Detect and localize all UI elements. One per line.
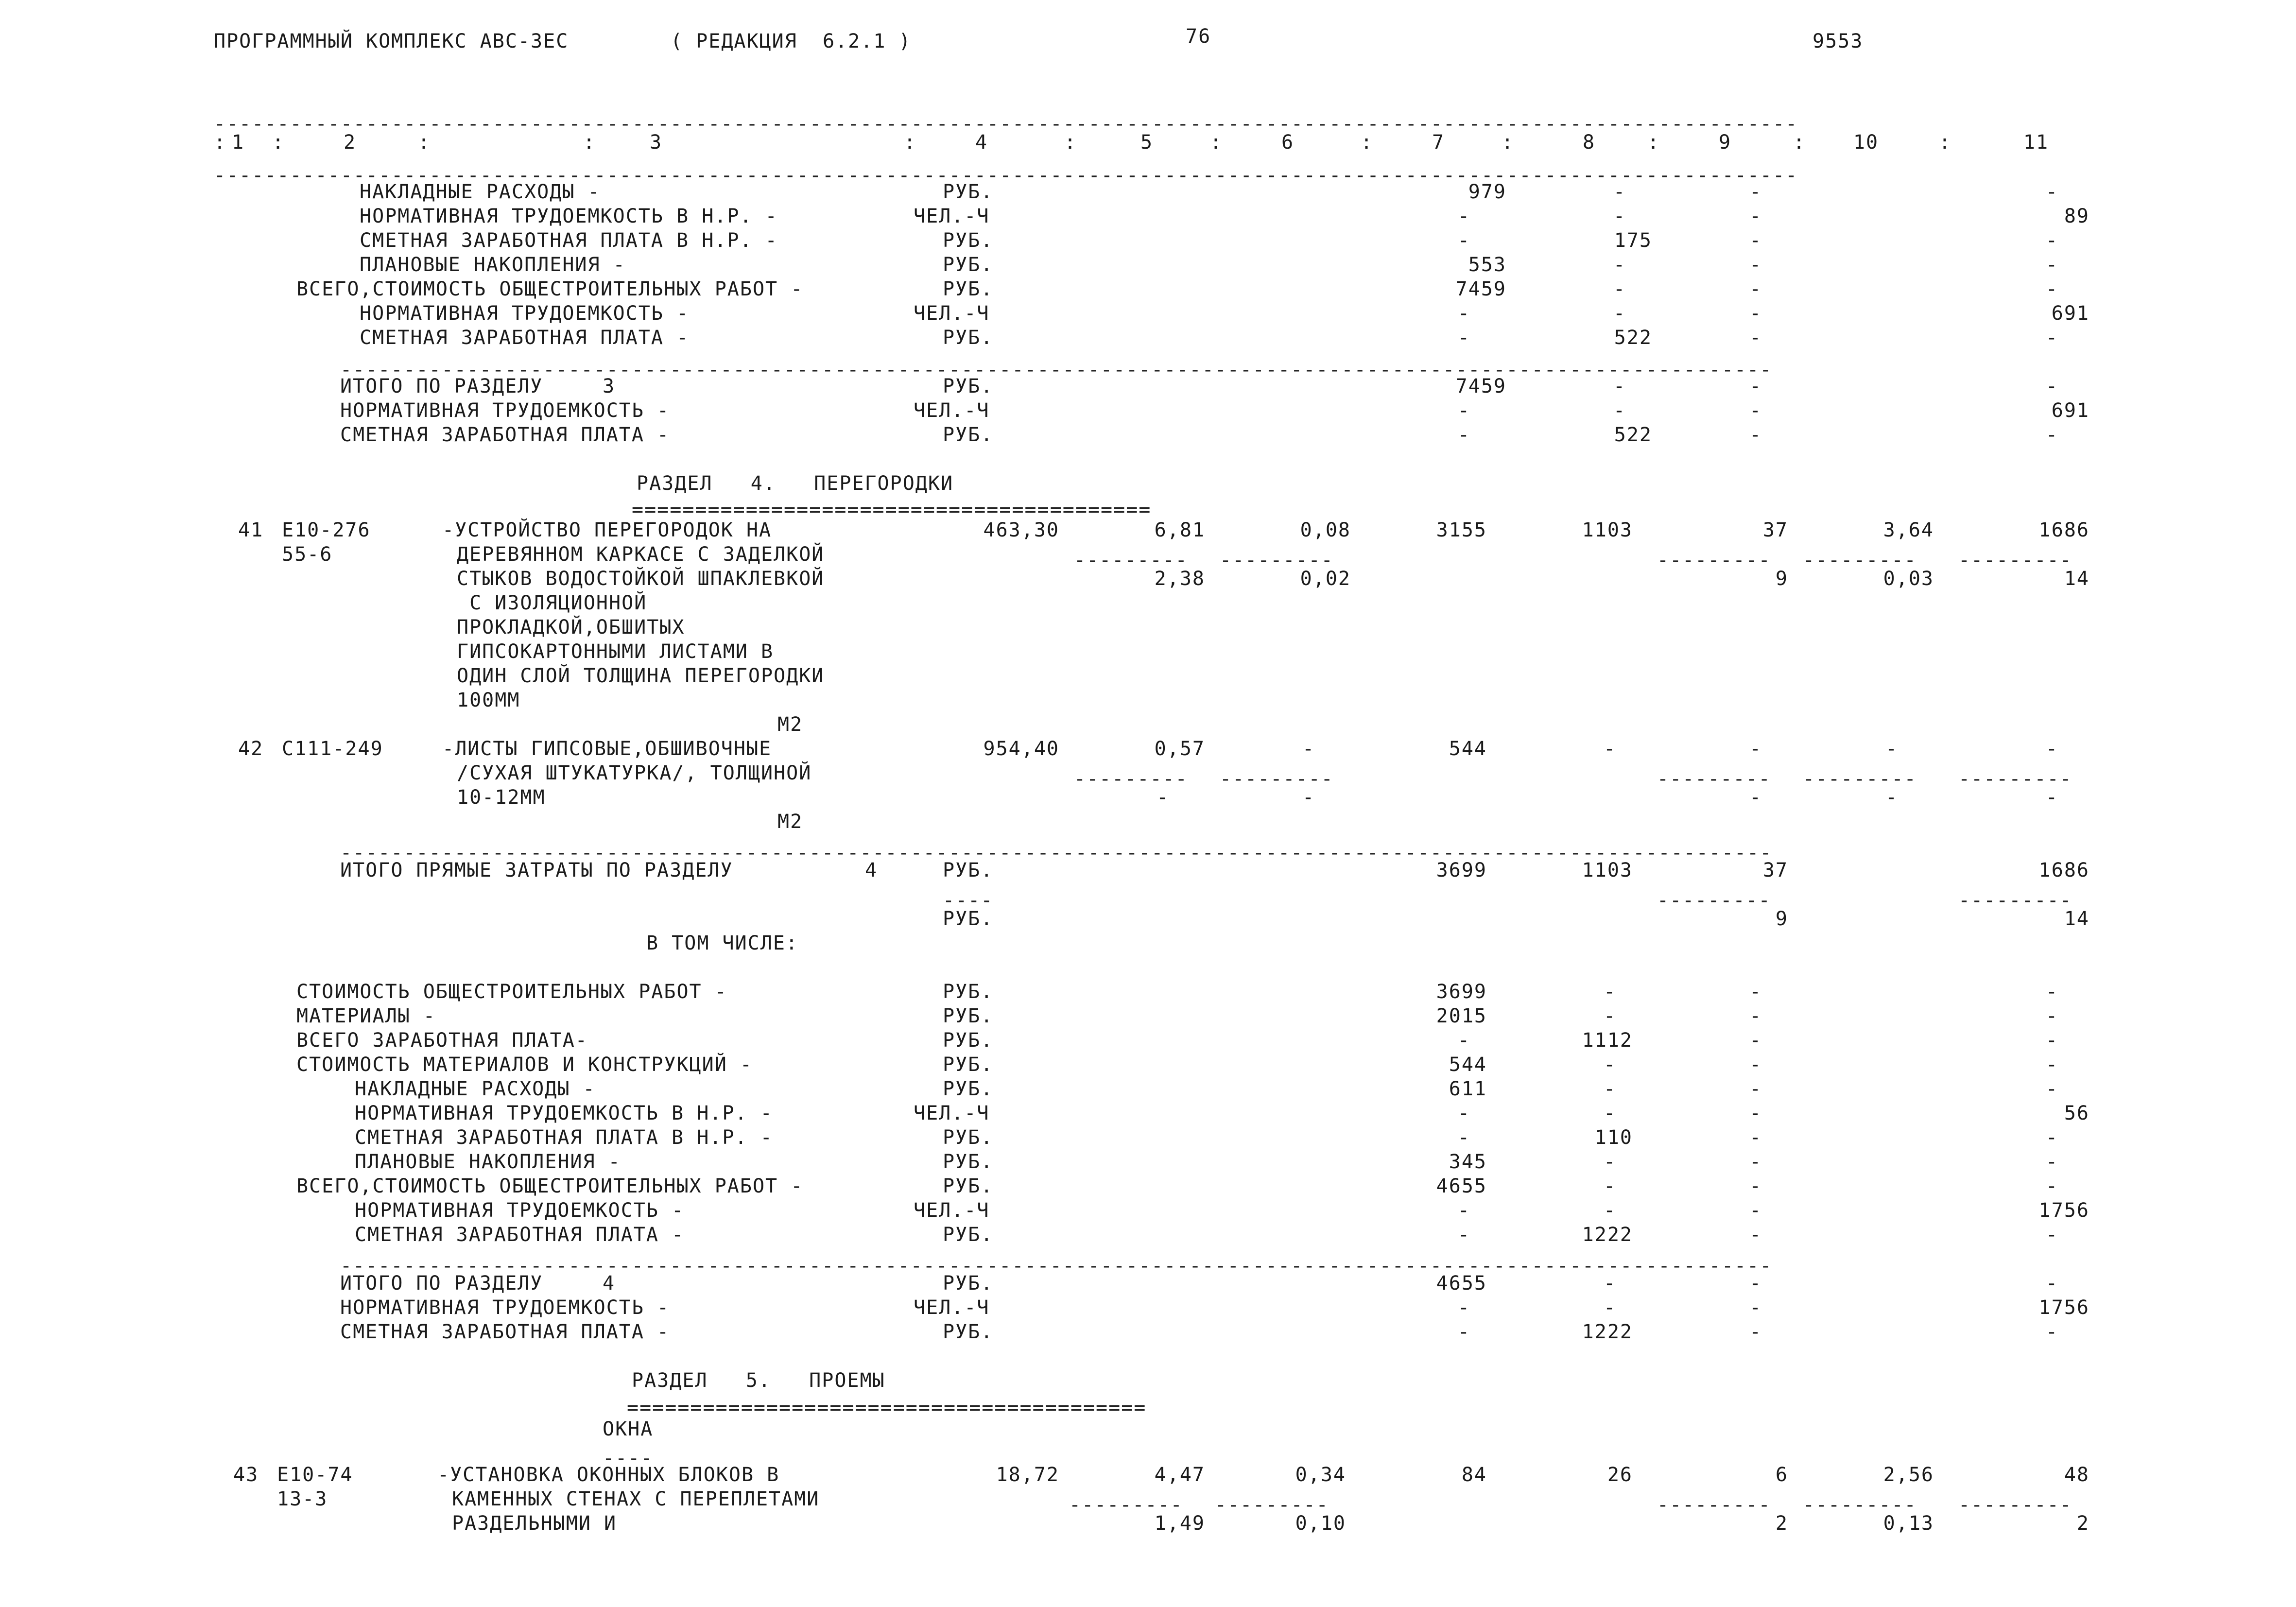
- s4-materials-c7: 2015: [1436, 1005, 1487, 1027]
- s3-wage-np-c8: 175: [1614, 229, 1652, 252]
- item-43-c6: 0,34: [1295, 1464, 1346, 1486]
- nil: -: [1458, 1126, 1471, 1149]
- item-41-desc: ОДИН СЛОЙ ТОЛЩИНА ПЕРЕГОРОДКИ: [457, 665, 825, 687]
- s4-cost-general-label: СТОИМОСТЬ ОБЩЕСТРОИТЕЛЬНЫХ РАБОТ -: [296, 981, 727, 1003]
- nil: -: [1302, 786, 1315, 809]
- rule: ----: [943, 889, 994, 912]
- nil: -: [1157, 786, 1170, 809]
- item-41-c5b: 2,38: [1154, 568, 1205, 590]
- rule: ---------: [1657, 1494, 1771, 1516]
- nil: -: [2046, 786, 2059, 809]
- unit: РУБ.: [943, 1078, 994, 1100]
- unit: РУБ.: [943, 859, 994, 881]
- item-41-code2: 55-6: [282, 543, 333, 566]
- item-41-desc: ДЕРЕВЯННОМ КАРКАСЕ С ЗАДЕЛКОЙ: [457, 543, 825, 566]
- s4-total-general-c7: 4655: [1436, 1175, 1487, 1197]
- rule: ---------: [1074, 549, 1188, 571]
- col-header-8: 8: [1582, 131, 1596, 154]
- item-43-c7: 84: [1461, 1464, 1487, 1486]
- rule: ---------: [1074, 768, 1188, 790]
- page-number: 76: [1186, 25, 1211, 48]
- nil: -: [2046, 1126, 2059, 1149]
- nil: -: [1749, 1126, 1762, 1149]
- nil: -: [2046, 254, 2059, 276]
- s4-itogo-label: ИТОГО ПО РАЗДЕЛУ: [340, 1272, 543, 1295]
- program-title: ПРОГРАММНЫЙ КОМПЛЕКС АВС-ЗЕС: [214, 30, 569, 52]
- item-41-num: 41: [238, 519, 264, 541]
- unit: ЧЕЛ.-Ч: [914, 1199, 990, 1222]
- nil: -: [1604, 1054, 1617, 1076]
- nil: -: [1749, 1102, 1762, 1124]
- nil: -: [1749, 1296, 1762, 1319]
- s4-itogo-wage-c8: 1222: [1582, 1321, 1633, 1343]
- item-42-c4: 954,40: [983, 738, 1059, 760]
- nil: -: [2046, 1224, 2059, 1246]
- col-sep-3: :: [904, 131, 917, 154]
- item-41-c9b: 9: [1775, 568, 1788, 590]
- item-41-c6: 0,08: [1300, 519, 1351, 541]
- item-41-c6b: 0,02: [1300, 568, 1351, 590]
- item-42-c7: 544: [1449, 738, 1487, 760]
- nil: -: [1749, 181, 1762, 203]
- rule: ---------: [1958, 1494, 2072, 1516]
- s4-itogo-labor-c11: 1756: [2038, 1296, 2089, 1319]
- unit: ЧЕЛ.-Ч: [914, 302, 990, 325]
- rule: ---------: [1220, 768, 1334, 790]
- s4-itogo-c7: 4655: [1436, 1272, 1487, 1295]
- item-41-desc: 100ММ: [457, 689, 520, 711]
- item-41-desc: СТЫКОВ ВОДОСТОЙКОЙ ШПАКЛЕВКОЙ: [457, 568, 825, 590]
- nil: -: [1749, 254, 1762, 276]
- s3-overhead-label: НАКЛАДНЫЕ РАСХОДЫ -: [360, 181, 601, 203]
- unit: ЧЕЛ.-Ч: [914, 399, 990, 422]
- nil: -: [1749, 1224, 1762, 1246]
- col-header-10: 10: [1853, 131, 1879, 154]
- nil: -: [1749, 981, 1762, 1003]
- s4-cost-general-c7: 3699: [1436, 981, 1487, 1003]
- unit: РУБ.: [943, 1005, 994, 1027]
- nil: -: [1613, 181, 1626, 203]
- unit: РУБ.: [943, 229, 994, 252]
- nil: -: [1749, 1029, 1762, 1052]
- unit: РУБ.: [943, 1054, 994, 1076]
- s4-including-label: В ТОМ ЧИСЛЕ:: [646, 932, 798, 954]
- nil: -: [1613, 375, 1626, 397]
- nil: -: [1749, 738, 1762, 760]
- item-43-c10b: 0,13: [1883, 1512, 1934, 1535]
- col-header-9: 9: [1718, 131, 1732, 154]
- s4-norm-labor-np-c11: 56: [2064, 1102, 2089, 1124]
- item-41-c9: 37: [1762, 519, 1788, 541]
- col-sep-6: :: [1361, 131, 1374, 154]
- document-number: 9553: [1813, 30, 1864, 52]
- nil: -: [1604, 1175, 1617, 1197]
- s3-itogo-wage-c8: 522: [1614, 424, 1652, 446]
- section-5-title: РАЗДЕЛ 5. ПРОЕМЫ: [632, 1369, 885, 1392]
- s4-wage-label: СМЕТНАЯ ЗАРАБОТНАЯ ПЛАТА -: [355, 1224, 685, 1246]
- nil: -: [1458, 229, 1471, 252]
- nil: -: [1458, 1102, 1471, 1124]
- nil: -: [1604, 1078, 1617, 1100]
- rule: -----------------------------------------------------------------------------------------------------------------: [340, 1255, 1773, 1277]
- rule: ---------: [1220, 549, 1334, 571]
- item-41-c10b: 0,03: [1883, 568, 1934, 590]
- rule: ---------: [1069, 1494, 1183, 1516]
- nil: -: [1749, 1321, 1762, 1343]
- unit: ЧЕЛ.-Ч: [914, 1102, 990, 1124]
- nil: -: [2046, 1029, 2059, 1052]
- s3-planned-label: ПЛАНОВЫЕ НАКОПЛЕНИЯ -: [360, 254, 626, 276]
- nil: -: [1302, 738, 1315, 760]
- rule: ---------: [1958, 768, 2072, 790]
- nil: -: [1458, 1199, 1471, 1222]
- nil: -: [2046, 738, 2059, 760]
- s4-materials-label: МАТЕРИАЛЫ -: [296, 1005, 436, 1027]
- s4-total-general-label: ВСЕГО,СТОИМОСТЬ ОБЩЕСТРОИТЕЛЬНЫХ РАБОТ -: [296, 1175, 804, 1197]
- item-43-c5: 4,47: [1154, 1464, 1205, 1486]
- item-42-unit: М2: [777, 811, 803, 833]
- item-43-code2: 13-3: [277, 1488, 328, 1510]
- nil: -: [2046, 375, 2059, 397]
- col-header-11: 11: [2023, 131, 2049, 154]
- col-sep: :: [583, 131, 596, 154]
- unit: РУБ.: [943, 981, 994, 1003]
- nil: -: [1604, 1151, 1617, 1173]
- s4-wage-c8: 1222: [1582, 1224, 1633, 1246]
- rule: ---------: [1803, 549, 1917, 571]
- rule: ---------: [1803, 1494, 1917, 1516]
- nil: -: [1749, 1005, 1762, 1027]
- item-41-code: Е10-276: [282, 519, 371, 541]
- item-41-desc: ПРОКЛАДКОЙ,ОБШИТЫХ: [457, 616, 685, 639]
- nil: -: [1749, 205, 1762, 227]
- rule: ---------: [1657, 889, 1771, 912]
- s4-direct-c8: 1103: [1582, 859, 1633, 881]
- item-42-c5: 0,57: [1154, 738, 1205, 760]
- item-43-c6b: 0,10: [1295, 1512, 1346, 1535]
- nil: -: [2046, 278, 2059, 300]
- nil: -: [1604, 1296, 1617, 1319]
- header-top-rule: -----------------------------------------------------------------------------------------------------------------------------: [214, 113, 1798, 135]
- nil: -: [1613, 254, 1626, 276]
- col-header-7: 7: [1432, 131, 1445, 154]
- nil: -: [1749, 302, 1762, 325]
- nil: -: [1749, 1054, 1762, 1076]
- col-sep-8: :: [1647, 131, 1660, 154]
- s4-direct-c9: 37: [1762, 859, 1788, 881]
- edition-label: ( РЕДАКЦИЯ 6.2.1 ): [671, 30, 912, 52]
- section-5-subtitle: ОКНА: [603, 1418, 654, 1440]
- nil: -: [2046, 981, 2059, 1003]
- nil: -: [2046, 1321, 2059, 1343]
- unit: РУБ.: [943, 327, 994, 349]
- unit: ЧЕЛ.-Ч: [914, 205, 990, 227]
- nil: -: [2046, 1005, 2059, 1027]
- s3-itogo-wage-label: СМЕТНАЯ ЗАРАБОТНАЯ ПЛАТА -: [340, 424, 670, 446]
- nil: -: [1749, 1078, 1762, 1100]
- s3-norm-labor-label: НОРМАТИВНАЯ ТРУДОЕМКОСТЬ -: [360, 302, 690, 325]
- s3-itogo-num: 3: [603, 375, 616, 397]
- s4-wage-total-c8: 1112: [1582, 1029, 1633, 1052]
- item-43-c11: 48: [2064, 1464, 2089, 1486]
- rule: ---------: [1958, 549, 2072, 571]
- s4-direct-c9b: 9: [1775, 908, 1788, 930]
- s4-planned-label: ПЛАНОВЫЕ НАКОПЛЕНИЯ -: [355, 1151, 621, 1173]
- unit: РУБ.: [943, 1224, 994, 1246]
- nil: -: [1749, 327, 1762, 349]
- unit: РУБ.: [943, 424, 994, 446]
- nil: -: [2046, 229, 2059, 252]
- nil: -: [2046, 1175, 2059, 1197]
- col-sep: :: [214, 131, 227, 154]
- s4-direct-num: 4: [865, 859, 878, 881]
- unit: РУБ.: [943, 1126, 994, 1149]
- col-sep-5: :: [1210, 131, 1223, 154]
- s4-mat-constr-c7: 544: [1449, 1054, 1487, 1076]
- s3-norm-labor-np-label: НОРМАТИВНАЯ ТРУДОЕМКОСТЬ В Н.Р. -: [360, 205, 778, 227]
- s4-norm-labor-label: НОРМАТИВНАЯ ТРУДОЕМКОСТЬ -: [355, 1199, 685, 1222]
- s4-direct-costs-label: ИТОГО ПРЯМЫЕ ЗАТРАТЫ ПО РАЗДЕЛУ: [340, 859, 733, 881]
- s4-direct-c7: 3699: [1436, 859, 1487, 881]
- s4-planned-c7: 345: [1449, 1151, 1487, 1173]
- s3-wage-label: СМЕТНАЯ ЗАРАБОТНАЯ ПЛАТА -: [360, 327, 690, 349]
- item-43-c5b: 1,49: [1154, 1512, 1205, 1535]
- item-42-num: 42: [238, 738, 264, 760]
- item-41-desc: -УСТРОЙСТВО ПЕРЕГОРОДОК НА: [442, 519, 772, 541]
- item-43-code: Е10-74: [277, 1464, 353, 1486]
- nil: -: [2046, 424, 2059, 446]
- section-4-title: РАЗДЕЛ 4. ПЕРЕГОРОДКИ: [637, 472, 954, 495]
- s3-overhead-c7: 979: [1468, 181, 1506, 203]
- item-43-c9: 6: [1775, 1464, 1788, 1486]
- nil: -: [1458, 1029, 1471, 1052]
- item-41-desc: ГИПСОКАРТОННЫМИ ЛИСТАМИ В: [457, 640, 774, 663]
- item-43-desc: -УСТАНОВКА ОКОННЫХ БЛОКОВ В: [437, 1464, 780, 1486]
- nil: -: [1613, 302, 1626, 325]
- nil: -: [1613, 205, 1626, 227]
- header-bottom-rule: -----------------------------------------------------------------------------------------------------------------------------: [214, 164, 1798, 187]
- col-sep-4: :: [1064, 131, 1077, 154]
- item-41-c11b: 14: [2064, 568, 2089, 590]
- title-underline: =========================================: [632, 499, 1152, 521]
- s4-itogo-labor-label: НОРМАТИВНАЯ ТРУДОЕМКОСТЬ -: [340, 1296, 670, 1319]
- item-41-unit: М2: [777, 713, 803, 736]
- s4-norm-labor-c11: 1756: [2038, 1199, 2089, 1222]
- title-underline: =========================================: [627, 1397, 1147, 1419]
- col-header-1: 1: [231, 131, 245, 154]
- rule: ----: [603, 1447, 654, 1469]
- s3-wage-np-label: СМЕТНАЯ ЗАРАБОТНАЯ ПЛАТА В Н.Р. -: [360, 229, 778, 252]
- nil: -: [1613, 399, 1626, 422]
- s3-planned-c7: 553: [1468, 254, 1506, 276]
- item-43-c4: 18,72: [996, 1464, 1059, 1486]
- item-41-c4: 463,30: [983, 519, 1059, 541]
- unit: РУБ.: [943, 1029, 994, 1052]
- nil: -: [1458, 399, 1471, 422]
- nil: -: [2046, 1078, 2059, 1100]
- item-41-c5: 6,81: [1154, 519, 1205, 541]
- s4-overhead-c7: 611: [1449, 1078, 1487, 1100]
- col-header-2: 2: [343, 131, 357, 154]
- col-header-5: 5: [1140, 131, 1154, 154]
- unit: ЧЕЛ.-Ч: [914, 1296, 990, 1319]
- s3-norm-labor-np-c11: 89: [2064, 205, 2089, 227]
- col-header-4: 4: [975, 131, 988, 154]
- s4-overhead-label: НАКЛАДНЫЕ РАСХОДЫ -: [355, 1078, 596, 1100]
- item-41-c8: 1103: [1582, 519, 1633, 541]
- nil: -: [1458, 327, 1471, 349]
- item-42-code: С111-249: [282, 738, 383, 760]
- nil: -: [1604, 1005, 1617, 1027]
- item-43-c8: 26: [1607, 1464, 1633, 1486]
- rule: ---------: [1215, 1494, 1329, 1516]
- nil: -: [1458, 424, 1471, 446]
- nil: -: [1458, 1224, 1471, 1246]
- s3-itogo-label: ИТОГО ПО РАЗДЕЛУ: [340, 375, 543, 397]
- s4-itogo-num: 4: [603, 1272, 616, 1295]
- item-42-desc: /СУХАЯ ШТУКАТУРКА/, ТОЛЩИНОЙ: [457, 762, 812, 784]
- s3-total-general-label: ВСЕГО,СТОИМОСТЬ ОБЩЕСТРОИТЕЛЬНЫХ РАБОТ -: [296, 278, 804, 300]
- unit: РУБ.: [943, 278, 994, 300]
- nil: -: [1885, 738, 1899, 760]
- unit: РУБ.: [943, 1151, 994, 1173]
- nil: -: [1749, 424, 1762, 446]
- s4-wage-np-c8: 110: [1594, 1126, 1633, 1149]
- s4-itogo-wage-label: СМЕТНАЯ ЗАРАБОТНАЯ ПЛАТА -: [340, 1321, 670, 1343]
- nil: -: [1749, 1272, 1762, 1295]
- item-42-desc: 10-12ММ: [457, 786, 546, 809]
- item-42-desc: -ЛИСТЫ ГИПСОВЫЕ,ОБШИВОЧНЫЕ: [442, 738, 772, 760]
- nil: -: [1604, 981, 1617, 1003]
- s3-total-general-c7: 7459: [1455, 278, 1506, 300]
- item-41-c11: 1686: [2038, 519, 2089, 541]
- nil: -: [1749, 399, 1762, 422]
- nil: -: [2046, 181, 2059, 203]
- s4-norm-labor-np-label: НОРМАТИВНАЯ ТРУДОЕМКОСТЬ В Н.Р. -: [355, 1102, 773, 1124]
- rule: ---------: [1657, 549, 1771, 571]
- item-41-desc: С ИЗОЛЯЦИОННОЙ: [457, 592, 647, 614]
- s3-itogo-c7: 7459: [1455, 375, 1506, 397]
- nil: -: [1604, 1199, 1617, 1222]
- nil: -: [1613, 278, 1626, 300]
- item-43-desc: РАЗДЕЛЬНЫМИ И: [452, 1512, 617, 1535]
- item-43-c9b: 2: [1775, 1512, 1788, 1535]
- unit: РУБ.: [943, 908, 994, 930]
- col-sep-9: :: [1793, 131, 1806, 154]
- nil: -: [2046, 1272, 2059, 1295]
- unit: РУБ.: [943, 1321, 994, 1343]
- col-sep-10: :: [1939, 131, 1952, 154]
- col-sep-7: :: [1502, 131, 1515, 154]
- unit: РУБ.: [943, 181, 994, 203]
- s3-itogo-labor-label: НОРМАТИВНАЯ ТРУДОЕМКОСТЬ -: [340, 399, 670, 422]
- nil: -: [1749, 786, 1762, 809]
- item-43-c11b: 2: [2076, 1512, 2089, 1535]
- rule: -----------------------------------------------------------------------------------------------------------------: [340, 359, 1773, 381]
- unit: РУБ.: [943, 1175, 994, 1197]
- rule: ---------: [1958, 889, 2072, 912]
- nil: -: [1749, 375, 1762, 397]
- s4-wage-np-label: СМЕТНАЯ ЗАРАБОТНАЯ ПЛАТА В Н.Р. -: [355, 1126, 773, 1149]
- rule: -----------------------------------------------------------------------------------------------------------------: [340, 842, 1773, 864]
- nil: -: [1604, 1272, 1617, 1295]
- item-43-num: 43: [233, 1464, 259, 1486]
- nil: -: [1749, 1151, 1762, 1173]
- nil: -: [1885, 786, 1899, 809]
- col-sep-1: :: [272, 131, 285, 154]
- col-header-3: 3: [649, 131, 663, 154]
- col-header-6: 6: [1281, 131, 1295, 154]
- s4-wage-total-label: ВСЕГО ЗАРАБОТНАЯ ПЛАТА-: [296, 1029, 588, 1052]
- item-43-c10: 2,56: [1883, 1464, 1934, 1486]
- unit: РУБ.: [943, 375, 994, 397]
- s3-wage-c8: 522: [1614, 327, 1652, 349]
- nil: -: [1458, 1296, 1471, 1319]
- nil: -: [1458, 205, 1471, 227]
- nil: -: [1604, 738, 1617, 760]
- rule: ---------: [1803, 768, 1917, 790]
- nil: -: [1458, 302, 1471, 325]
- nil: -: [1604, 1102, 1617, 1124]
- nil: -: [1749, 1199, 1762, 1222]
- item-43-desc: КАМЕННЫХ СТЕНАХ С ПЕРЕПЛЕТАМИ: [452, 1488, 820, 1510]
- unit: РУБ.: [943, 1272, 994, 1295]
- nil: -: [1749, 229, 1762, 252]
- rule: ---------: [1657, 768, 1771, 790]
- s4-direct-c11: 1686: [2038, 859, 2089, 881]
- s3-norm-labor-c11: 691: [2051, 302, 2089, 325]
- s3-itogo-labor-c11: 691: [2051, 399, 2089, 422]
- s4-mat-constr-label: СТОИМОСТЬ МАТЕРИАЛОВ И КОНСТРУКЦИЙ -: [296, 1054, 753, 1076]
- item-41-c7: 3155: [1436, 519, 1487, 541]
- nil: -: [2046, 327, 2059, 349]
- nil: -: [1749, 1175, 1762, 1197]
- nil: -: [2046, 1151, 2059, 1173]
- item-41-c10: 3,64: [1883, 519, 1934, 541]
- nil: -: [1458, 1321, 1471, 1343]
- unit: РУБ.: [943, 254, 994, 276]
- nil: -: [2046, 1054, 2059, 1076]
- s4-direct-c11b: 14: [2064, 908, 2089, 930]
- nil: -: [1749, 278, 1762, 300]
- col-sep-2: :: [418, 131, 431, 154]
